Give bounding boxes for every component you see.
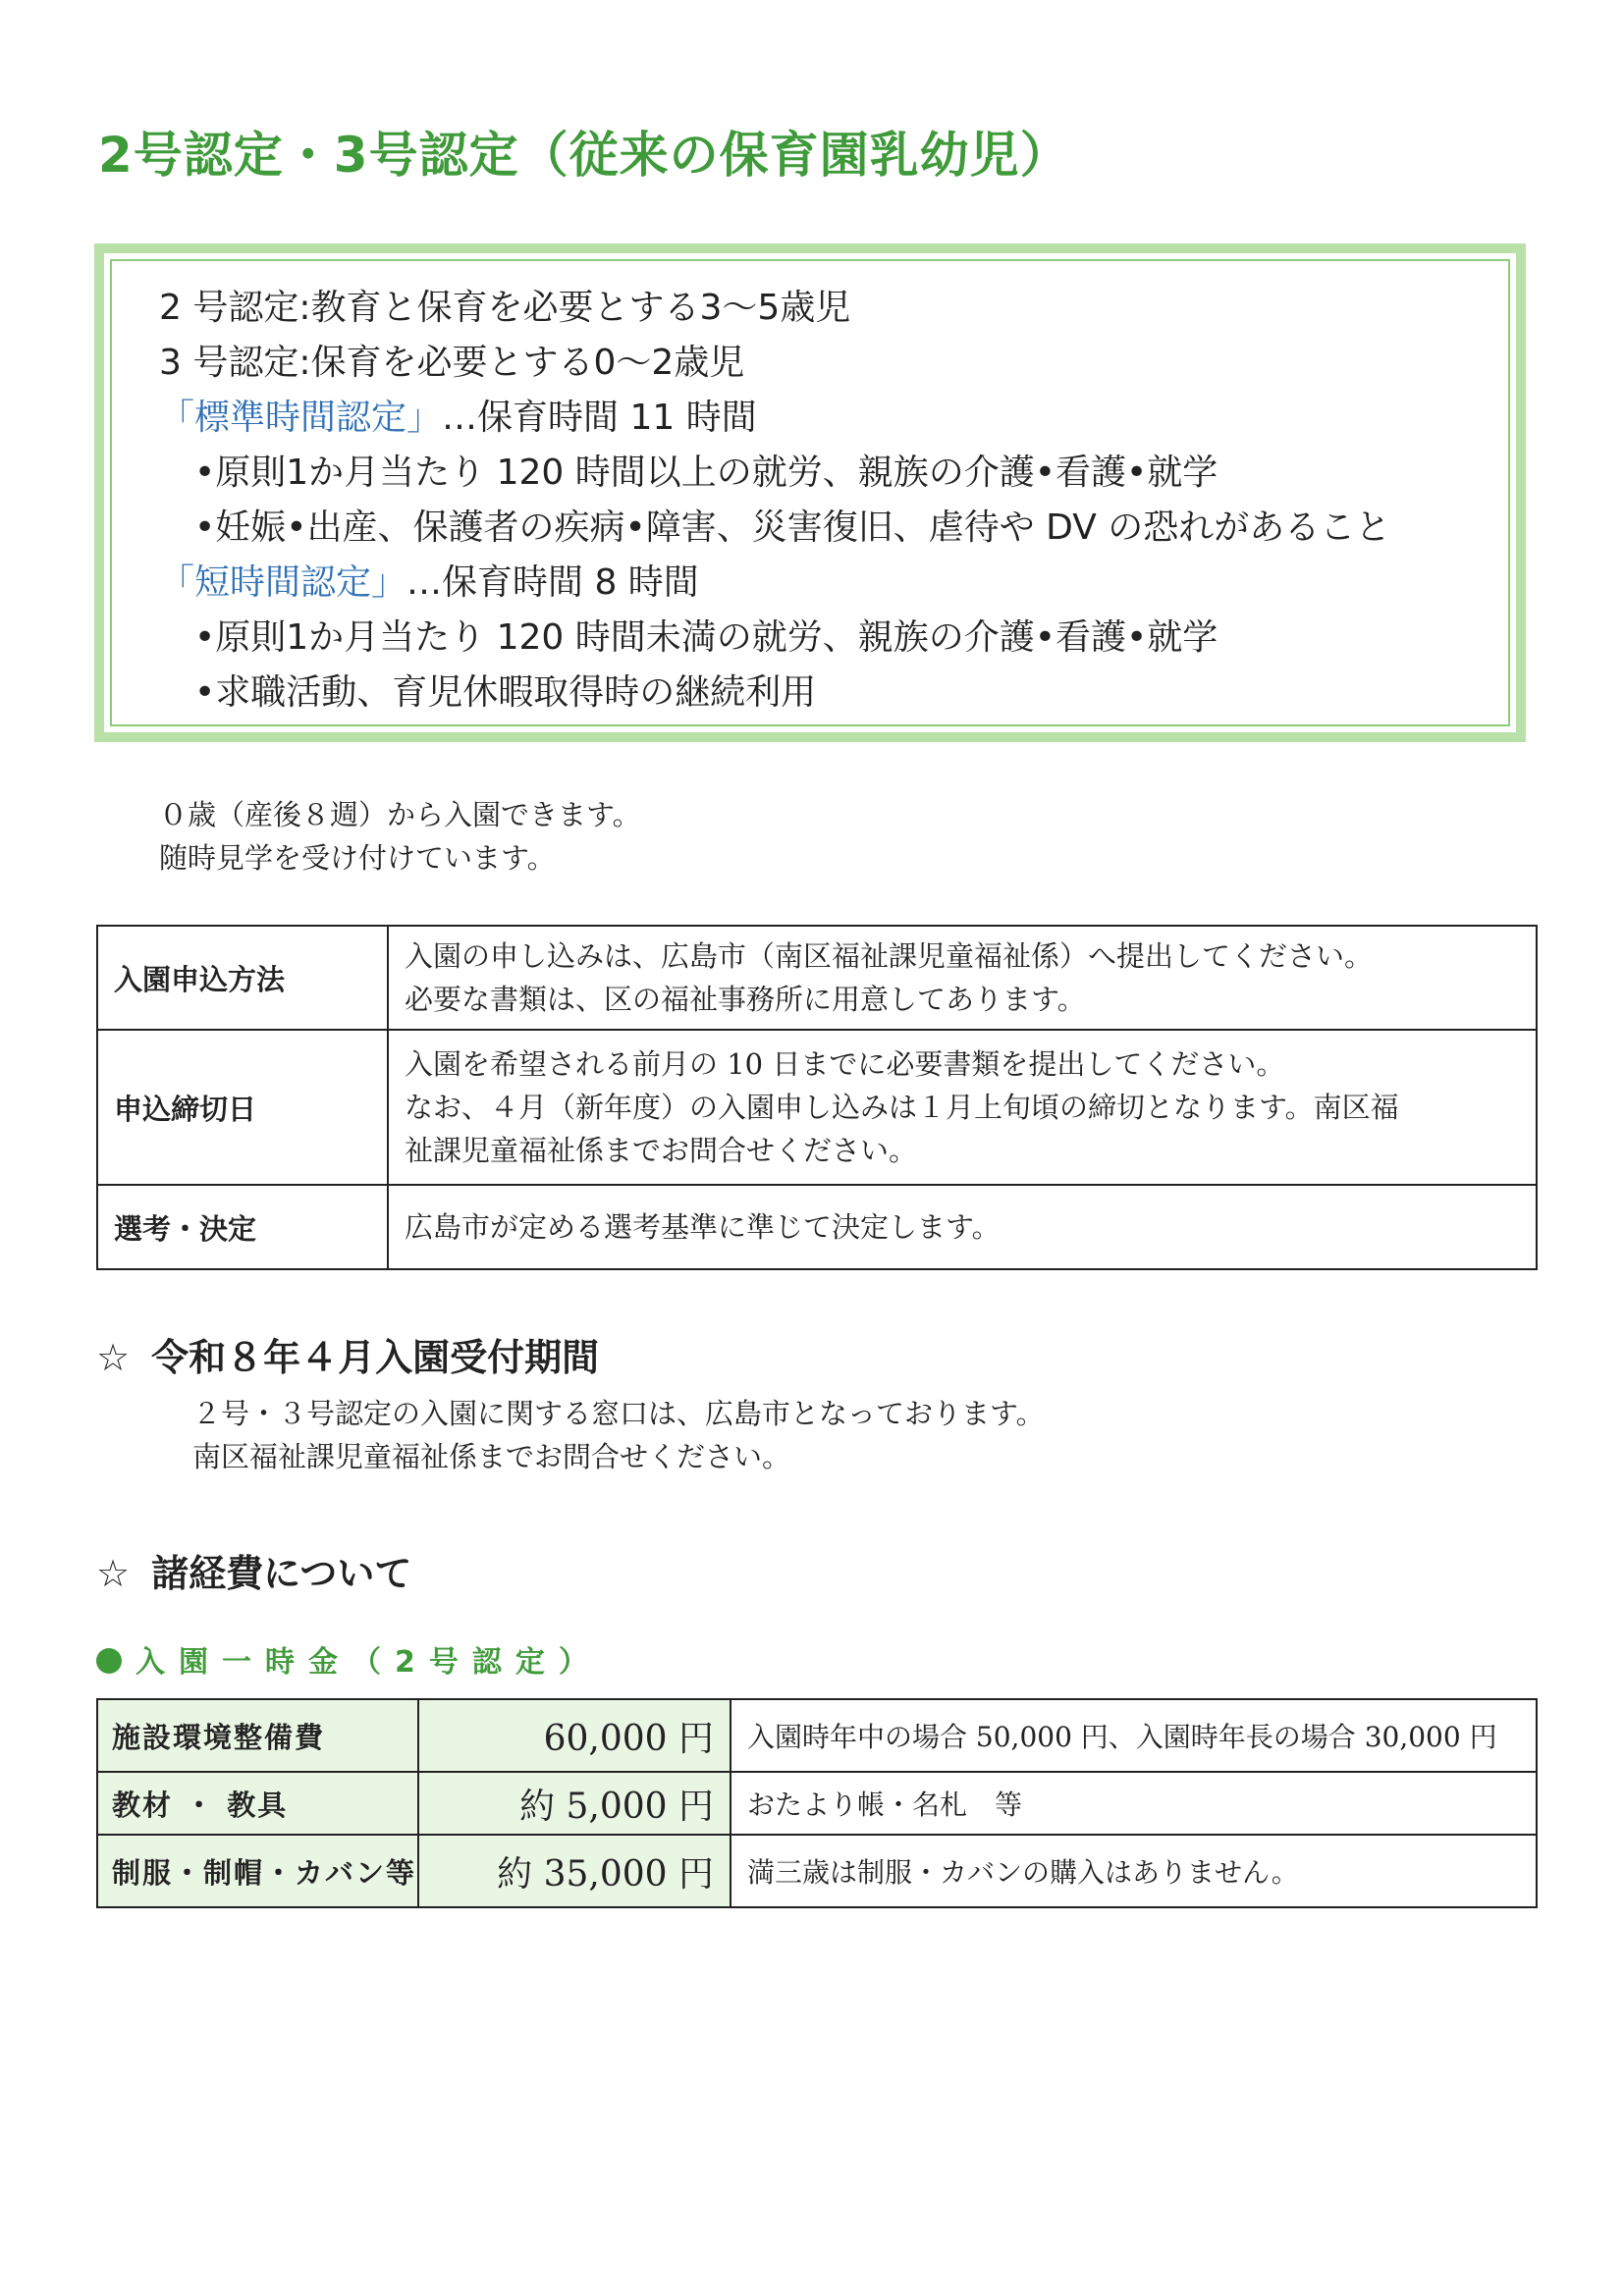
standard-time-line <box>159 391 1508 446</box>
fee-note: 満三歳は制服・カバンの購入はありません。 <box>731 1835 1537 1907</box>
row-line: 入園を希望される前月の 10 日までに必要書類を提出してください。 <box>405 1047 1285 1081</box>
standard-item: •妊娠•出産、保護者の疾病•障害、災害復旧、虐待や DV の恐れがあること <box>194 507 1391 548</box>
row-header: 申込締切日 <box>97 1030 388 1185</box>
fee-item: 教材 ・ 教具 <box>97 1772 418 1835</box>
fee-subheading <box>96 1637 602 1681</box>
short-time-line <box>159 556 1508 611</box>
fee-row <box>97 1835 1537 1907</box>
fee-subheading-text: 入園一時金（2号認定） <box>135 1645 602 1680</box>
fee-amount: 約 35,000 円 <box>418 1835 731 1907</box>
reception-line: 南区福祉課児童福祉係までお問合せください。 <box>192 1440 791 1473</box>
reception-heading-text: 令和８年４月入園受付期間 <box>151 1336 600 1379</box>
row-line: 必要な書類は、区の福祉事務所に用意してあります。 <box>405 983 1086 1016</box>
table-row <box>97 1185 1537 1269</box>
reception-heading <box>96 1327 599 1381</box>
row-header: 選考・決定 <box>97 1185 388 1269</box>
short-time-hours: …保育時間 8 時間 <box>406 562 699 603</box>
cert-type-3: 3 号認定:保育を必要とする0～2歳児 <box>159 343 745 383</box>
intro-line: ０歳（産後８週）から入園できます。 <box>159 798 641 831</box>
fee-amount: 約 5,000 円 <box>418 1772 731 1835</box>
expenses-heading <box>96 1543 411 1597</box>
table-row <box>97 1030 1537 1185</box>
expenses-heading-text: 諸経費について <box>151 1552 412 1595</box>
short-item: •求職活動、育児休暇取得時の継続利用 <box>194 672 817 713</box>
row-body <box>388 1030 1537 1185</box>
short-item: •原則1か月当たり 120 時間未満の就労、親族の介護•看護•就学 <box>194 617 1218 658</box>
star-icon: ☆ <box>96 1552 131 1595</box>
row-body <box>388 1185 1537 1269</box>
certification-box <box>94 243 1526 742</box>
bullet-dot-icon <box>96 1648 122 1674</box>
short-time-label: 「短時間認定」 <box>159 562 407 603</box>
intro-text <box>159 793 641 880</box>
standard-time-label: 「標準時間認定」 <box>159 398 443 438</box>
cert-type-2: 2 号認定:教育と保育を必要とする3～5歳児 <box>159 288 851 328</box>
fee-amount: 60,000 円 <box>418 1699 731 1772</box>
fee-note: おたより帳・名札 等 <box>731 1772 1537 1835</box>
certification-inner <box>110 259 1510 726</box>
row-line: 祉課児童福祉係までお問合せください。 <box>405 1134 918 1167</box>
table-row <box>97 926 1537 1030</box>
page-title: 2号認定・3号認定（従来の保育園乳幼児） <box>98 127 1070 184</box>
standard-time-hours: …保育時間 11 時間 <box>442 398 757 438</box>
row-line: なお、４月（新年度）の入園申し込みは１月上旬頃の締切となります。南区福 <box>405 1091 1399 1124</box>
fee-row <box>97 1699 1537 1772</box>
intro-line: 随時見学を受け付けています。 <box>159 841 556 875</box>
row-line: 広島市が定める選考基準に準じて決定します。 <box>405 1210 1001 1244</box>
reception-text <box>192 1392 1045 1478</box>
star-icon: ☆ <box>96 1336 131 1379</box>
row-line: 入園の申し込みは、広島市（南区福祉課児童福祉係）へ提出してください。 <box>405 939 1374 973</box>
row-header: 入園申込方法 <box>97 926 388 1030</box>
standard-item: •原則1か月当たり 120 時間以上の就労、親族の介護•看護•就学 <box>194 453 1218 493</box>
fee-row <box>97 1772 1537 1835</box>
fee-note: 入園時年中の場合 50,000 円、入園時年長の場合 30,000 円 <box>731 1699 1537 1772</box>
application-table <box>96 925 1538 1270</box>
reception-line: ２号・３号認定の入園に関する窓口は、広島市となっております。 <box>192 1397 1045 1430</box>
fee-item: 制服・制帽・カバン等 <box>97 1835 418 1907</box>
row-body <box>388 926 1537 1030</box>
fee-table <box>96 1698 1538 1908</box>
fee-item: 施設環境整備費 <box>97 1699 418 1772</box>
